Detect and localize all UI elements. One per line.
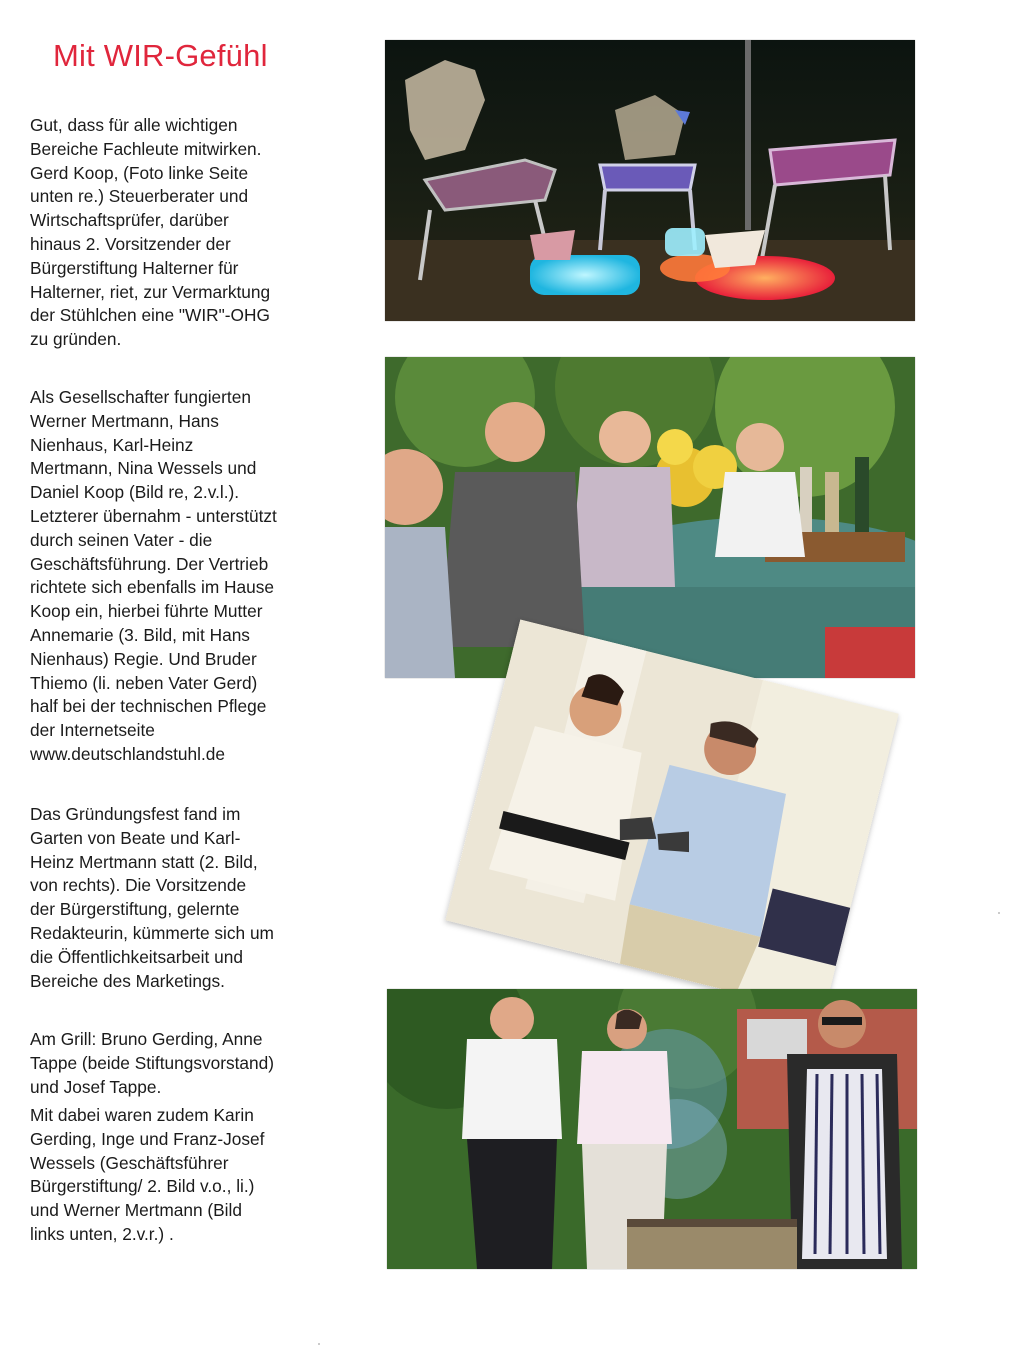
photo-couple-with-chairs	[445, 619, 898, 1014]
scan-speck	[318, 1343, 320, 1345]
photo-illuminated-chairs	[385, 40, 915, 321]
photo-at-the-grill	[387, 989, 917, 1269]
article-title: Mit WIR-Gefühl	[53, 38, 268, 73]
scan-speck	[998, 912, 1000, 914]
paragraph-guests: Mit dabei waren zudem Karin Gerding, Inge und Franz-Josef Wessels (Geschäftsführer Bürgerstiftung/ 2. Bild v.o., li.) und Werner Mertmann (Bild links unten, 2.v.r.) .	[30, 1105, 265, 1244]
paragraph-intro: Gut, dass für alle wichtigen Bereiche Fachleute mitwirken. Gerd Koop, (Foto linke Seite unten re.) Steuerberater und Wirtschaftsprüfer, darüber hinaus 2. Vorsitzender der Bürgerstiftung Halterner für Halterner, riet, zur Vermarktung der Stühlchen eine "WIR"-OHG zu gründen.	[30, 115, 271, 350]
paragraph-founding-party: Das Gründungsfest fand im Garten von Beate und Karl- Heinz Mertmann statt (2. Bild, von rechts). Die Vorsitzende der Bürgerstiftung, gelernte Redakteurin, kümmerte sich um die Öffentlichkeitsarbeit und Bereiche des Marketings.	[30, 804, 274, 991]
paragraph-grill: Am Grill: Bruno Gerding, Anne Tappe (beide Stiftungsvorstand) und Josef Tappe.	[30, 1029, 275, 1097]
photo-garden-table	[385, 357, 915, 678]
paragraph-partners: Als Gesellschafter fungierten Werner Mertmann, Hans Nienhaus, Karl-Heinz Mertmann, Nina Wessels und Daniel Koop (Bild re, 2.v.l.). Letzterer übernahm - unterstützt durch seinen Vater - die Geschäftsführung. Der Vertrieb richtete sich ebenfalls im Hause Koop ein, hierbei führte Mutter Annemarie (3. Bild, mit Hans Nienhaus) Regie. Und Bruder Thiemo (li. neben Vater Gerd) half bei der technischen Pflege der Internetseite www.deutschlandstuhl.de	[30, 387, 277, 764]
